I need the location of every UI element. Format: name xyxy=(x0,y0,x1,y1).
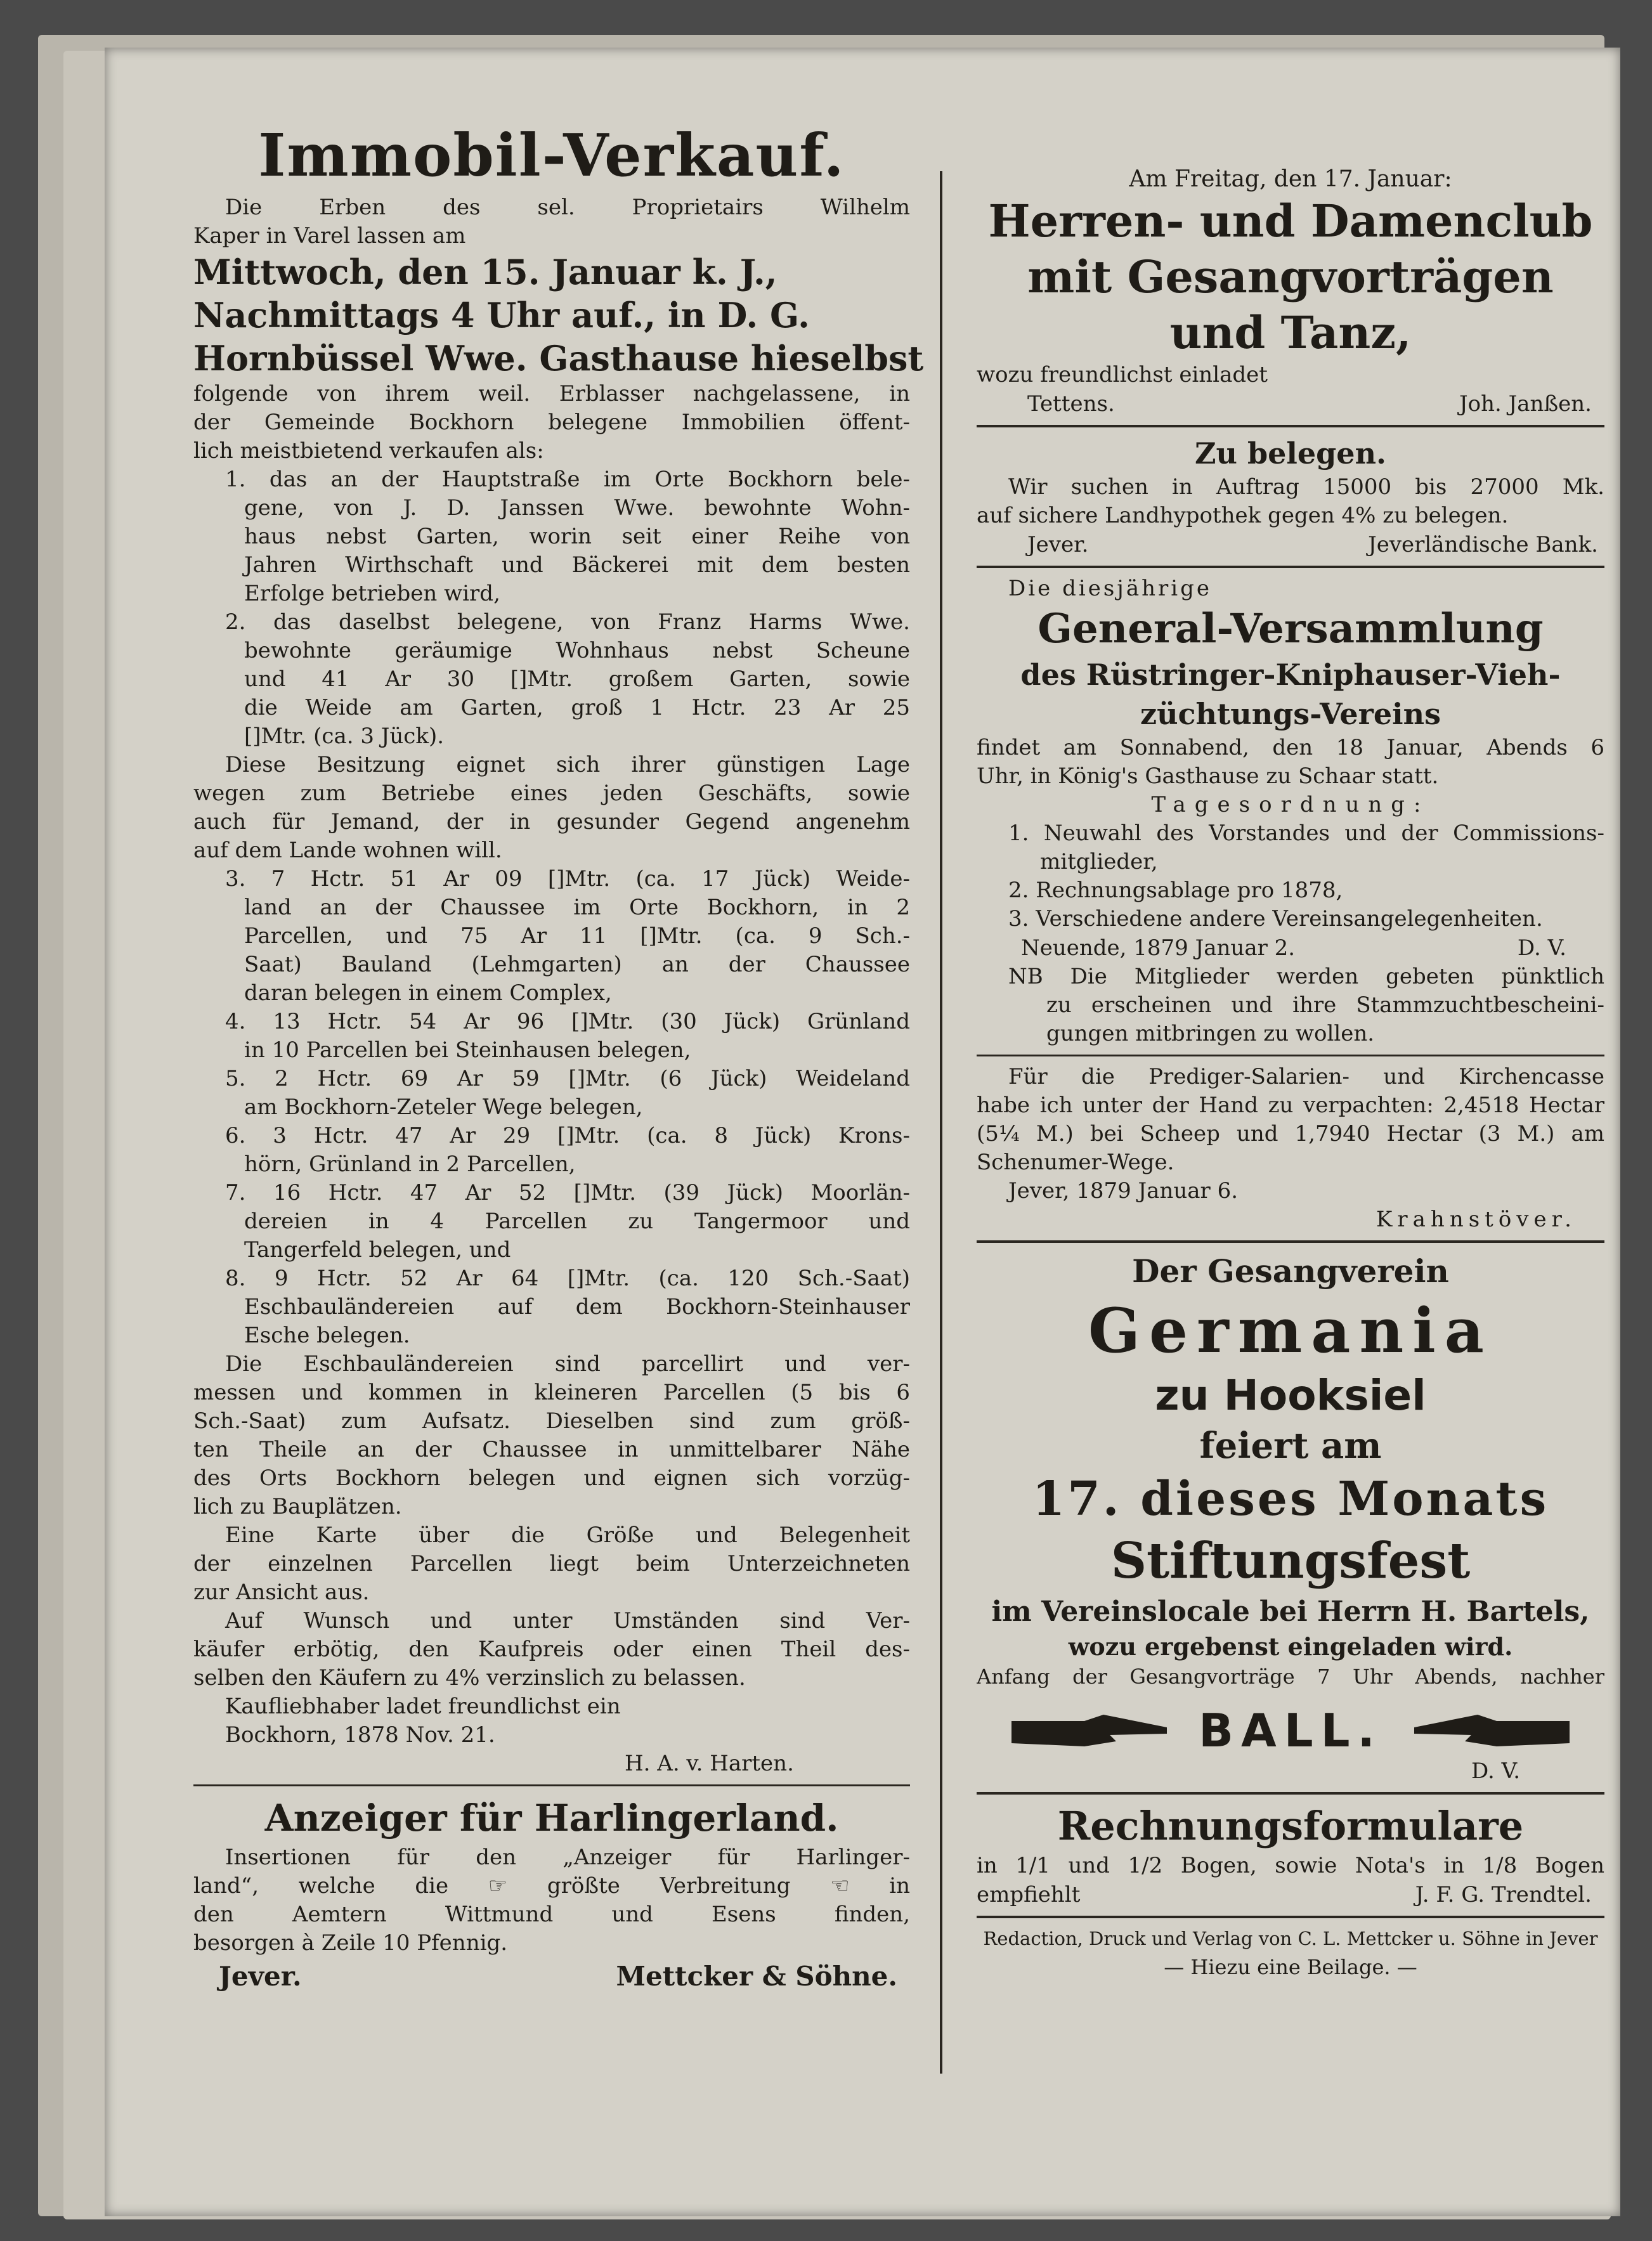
left-column xyxy=(193,117,924,1996)
germania-subtitle: zu Hooksiel xyxy=(1155,1371,1426,1420)
text-line: Die Erben des sel. Proprietairs Wilhelm xyxy=(225,195,910,220)
text-line: auf sichere Landhypothek gegen 4% zu belegen. xyxy=(977,503,1509,528)
divider xyxy=(977,425,1604,427)
text-line: Eine Karte über die Größe und Belegenheit xyxy=(225,1523,910,1548)
divider xyxy=(977,1916,1604,1918)
text-line: NB Die Mitglieder werden gebeten pünktlich xyxy=(1008,964,1604,989)
column-divider xyxy=(940,171,942,2074)
text-line: findet am Sonnabend, den 18 Januar, Abends 6 xyxy=(977,735,1604,760)
list-item: 1. das an der Hauptstraße im Orte Bockhorn bele- xyxy=(225,467,910,492)
list-item: Saat) Bauland (Lehmgarten) an der Chaussee xyxy=(244,952,910,977)
germania-line: 17. dieses Monats xyxy=(1032,1472,1549,1526)
immobil-ad xyxy=(193,117,924,1778)
prediger-ad xyxy=(977,1063,1604,1234)
text-line: ten Theile an der Chaussee in unmittelbarer Nähe xyxy=(193,1437,910,1462)
text-line: der Gemeinde Bockhorn belegene Immobilien öffent- xyxy=(193,410,910,435)
ball-label: BALL. xyxy=(1199,1704,1382,1757)
text-line: Kaper in Varel lassen am xyxy=(193,223,466,249)
list-item: und 41 Ar 30 []Mtr. großem Garten, sowie xyxy=(244,666,910,692)
text-line: des Orts Bockhorn belegen und eignen sich vorzüg- xyxy=(193,1465,910,1491)
general-subtitle: des Rüstringer-Kniphauser-Vieh- xyxy=(1020,658,1561,692)
text-line: Uhr, in König's Gasthause zu Schaar statt. xyxy=(977,763,1439,789)
text-line: besorgen à Zeile 10 Pfennig. xyxy=(193,1930,508,1956)
general-title: General-Versammlung xyxy=(1037,605,1544,653)
anzeiger-place: Jever. xyxy=(219,1961,302,1992)
rechnung-ad xyxy=(977,1801,1604,1909)
text-line: lich zu Bauplätzen. xyxy=(193,1494,402,1519)
general-ad xyxy=(977,575,1604,1048)
list-item: 2. Rechnungsablage pro 1878, xyxy=(1008,878,1343,903)
list-item: dereien in 4 Parcellen zu Tangermoor und xyxy=(244,1209,910,1234)
immobil-title: Immobil-Verkauf. xyxy=(258,121,845,190)
text-line: lich meistbietend verkaufen als: xyxy=(193,438,544,464)
text-line: wegen zum Betriebe eines jeden Geschäfts, sowie xyxy=(193,781,910,806)
list-item: in 10 Parcellen bei Steinhausen belegen, xyxy=(244,1037,691,1063)
text-line: Die diesjährige xyxy=(1008,576,1212,601)
list-item: am Bockhorn-Zeteler Wege belegen, xyxy=(244,1095,643,1120)
imprint xyxy=(977,1925,1604,1982)
text-line: Insertionen für den „Anzeiger für Harlinger- xyxy=(225,1845,910,1870)
list-item: Erfolge betrieben wird, xyxy=(244,581,500,606)
text-line: Wir suchen in Auftrag 15000 bis 27000 Mk. xyxy=(1008,474,1604,500)
pointing-hand-right-icon xyxy=(1008,1708,1173,1753)
club-title-line: Herren- und Damenclub xyxy=(988,195,1593,247)
list-item: haus nebst Garten, worin seit einer Reihe von xyxy=(244,524,910,549)
text-line: habe ich unter der Hand zu verpachten: 2,4518 Hectar xyxy=(977,1093,1604,1118)
divider xyxy=(977,1055,1604,1056)
place-date: Bockhorn, 1878 Nov. 21. xyxy=(225,1722,495,1748)
germania-signature: D. V. xyxy=(1471,1758,1521,1784)
list-item: 4. 13 Hctr. 54 Ar 96 []Mtr. (30 Jück) Grünland xyxy=(225,1009,910,1034)
divider xyxy=(977,566,1604,568)
text-line: auch für Jemand, der in gesunder Gegend angenehm xyxy=(193,809,910,835)
list-item: 3. Verschiedene andere Vereinsangelegenheiten. xyxy=(1008,906,1543,932)
text-line: Für die Prediger-Salarien- und Kirchencasse xyxy=(1008,1064,1604,1089)
club-place: Tettens. xyxy=(1027,391,1115,417)
germania-line: Stiftungsfest xyxy=(1110,1532,1471,1590)
divider xyxy=(977,1792,1604,1795)
divider xyxy=(977,1240,1604,1243)
text-line: Auf Wunsch und unter Umständen sind Ver- xyxy=(225,1608,910,1634)
text-line: der einzelnen Parcellen liegt beim Unterzeichneten xyxy=(193,1551,910,1576)
belegen-title: Zu belegen. xyxy=(1194,436,1387,471)
list-item: daran belegen in einem Complex, xyxy=(244,980,612,1006)
general-place-date: Neuende, 1879 Januar 2. xyxy=(1021,935,1296,961)
text-line: folgende von ihrem weil. Erblasser nachgelassene, in xyxy=(193,381,910,406)
list-item: 1. Neuwahl des Vorstandes und der Commissions- xyxy=(1008,821,1604,846)
list-item: Tangerfeld belegen, und xyxy=(244,1237,511,1263)
germania-line: wozu ergebenst eingeladen wird. xyxy=(1068,1632,1513,1661)
auction-place-line: Hornbüssel Wwe. Gasthause hieselbst xyxy=(193,338,924,379)
club-title-line: mit Gesangvorträgen xyxy=(1027,250,1554,303)
text-line: Kaufliebhaber ladet freundlichst ein xyxy=(225,1694,621,1719)
germania-pre: Der Gesangverein xyxy=(1132,1252,1449,1290)
list-item: die Weide am Garten, groß 1 Hctr. 23 Ar 25 xyxy=(244,695,910,720)
agenda-title: Tagesordnung: xyxy=(1151,792,1430,817)
list-item: 8. 9 Hctr. 52 Ar 64 []Mtr. (ca. 120 Sch.-Saat) xyxy=(225,1266,910,1291)
prediger-signature: Krahnstöver. xyxy=(1376,1207,1577,1232)
ball-row xyxy=(977,1704,1604,1757)
right-column xyxy=(977,165,1604,1982)
club-ad xyxy=(977,165,1604,419)
auction-time-line: Nachmittags 4 Uhr auf., in D. G. xyxy=(193,295,810,335)
germania-line: feiert am xyxy=(1199,1425,1382,1467)
text-line: Schenumer-Wege. xyxy=(977,1150,1174,1175)
text-line: den Aemtern Wittmund und Esens finden, xyxy=(193,1902,910,1927)
club-signature: Joh. Janßen. xyxy=(1459,391,1592,417)
text-line: Die Eschbauländereien sind parcellirt und ver- xyxy=(225,1351,910,1377)
list-item: 7. 16 Hctr. 47 Ar 52 []Mtr. (39 Jück) Moorlän- xyxy=(225,1180,910,1205)
club-date: Am Freitag, den 17. Januar: xyxy=(1129,166,1452,192)
list-item: land an der Chaussee im Orte Bockhorn, in 2 xyxy=(244,895,910,920)
text-line: messen und kommen in kleineren Parcellen (5 bis 6 xyxy=(193,1380,910,1405)
germania-line: Anfang der Gesangvorträge 7 Uhr Abends, nachher xyxy=(977,1665,1604,1689)
text-line: zu erscheinen und ihre Stammzuchtbescheini- xyxy=(1046,992,1604,1018)
general-subtitle: züchtungs-Vereins xyxy=(1140,697,1441,731)
list-item: 5. 2 Hctr. 69 Ar 59 []Mtr. (6 Jück) Weideland xyxy=(225,1066,910,1091)
anzeiger-title: Anzeiger für Harlingerland. xyxy=(264,1796,839,1840)
list-item: hörn, Grünland in 2 Parcellen, xyxy=(244,1152,576,1177)
text-line: zur Ansicht aus. xyxy=(193,1580,370,1605)
list-item: Eschbauländereien auf dem Bockhorn-Steinhauser xyxy=(244,1294,910,1320)
list-item: mitglieder, xyxy=(1040,849,1158,874)
list-item: gene, von J. D. Janssen Wwe. bewohnte Wohn- xyxy=(244,495,910,521)
list-item: 3. 7 Hctr. 51 Ar 09 []Mtr. (ca. 17 Jück) Weide- xyxy=(225,866,910,892)
list-item: Esche belegen. xyxy=(244,1323,410,1348)
text-line: wozu freundlichst einladet xyxy=(977,362,1268,387)
general-signature: D. V. xyxy=(1517,935,1566,961)
text-line: käufer erbötig, den Kaufpreis oder einen Theil des- xyxy=(193,1637,910,1662)
imprint-line: Redaction, Druck und Verlag von C. L. Mettcker u. Söhne in Jever xyxy=(983,1928,1598,1949)
text-line: gungen mitbringen zu wollen. xyxy=(1046,1021,1375,1046)
belegen-ad xyxy=(977,434,1604,559)
rechnung-signature: J. F. G. Trendtel. xyxy=(1415,1882,1592,1907)
belegen-signature: Jeverländische Bank. xyxy=(1368,532,1598,557)
germania-ad xyxy=(977,1249,1604,1786)
list-item: Jahren Wirthschaft und Bäckerei mit dem besten xyxy=(244,552,910,578)
text-line: selben den Käufern zu 4% verzinslich zu belassen. xyxy=(193,1665,746,1691)
text-line: (5¼ M.) bei Scheep und 1,7940 Hectar (3 M.) am xyxy=(977,1121,1604,1146)
list-item: bewohnte geräumige Wohnhaus nebst Scheune xyxy=(244,638,910,663)
list-item: Parcellen, und 75 Ar 11 []Mtr. (ca. 9 Sch.- xyxy=(244,923,910,949)
text-line: auf dem Lande wohnen will. xyxy=(193,838,502,863)
text-line: Diese Besitzung eignet sich ihrer günstigen Lage xyxy=(225,752,910,777)
list-item: 2. das daselbst belegene, von Franz Harms Wwe. xyxy=(225,609,910,635)
pointing-hand-left-icon xyxy=(1408,1708,1573,1753)
germania-line: im Vereinslocale bei Herrn H. Bartels, xyxy=(991,1595,1590,1628)
germania-title: Germania xyxy=(1088,1295,1493,1367)
divider xyxy=(193,1784,910,1786)
club-title-line: und Tanz, xyxy=(1169,306,1412,359)
signature: H. A. v. Harten. xyxy=(625,1751,794,1776)
text-line: empfiehlt xyxy=(977,1882,1081,1907)
rechnung-title: Rechnungsformulare xyxy=(1057,1803,1524,1849)
text-line: land“, welche die ☞ größte Verbreitung ☜ in xyxy=(193,1873,910,1899)
auction-date-line: Mittwoch, den 15. Januar k. J., xyxy=(193,252,777,292)
belegen-place: Jever. xyxy=(1027,532,1089,557)
list-item: 6. 3 Hctr. 47 Ar 29 []Mtr. (ca. 8 Jück) Krons- xyxy=(225,1123,910,1148)
imprint-line: — Hiezu eine Beilage. — xyxy=(1164,1955,1417,1979)
anzeiger-firm: Mettcker & Söhne. xyxy=(616,1961,897,1992)
text-line: Sch.-Saat) zum Aufsatz. Dieselben sind zum größ- xyxy=(193,1408,910,1434)
text-line: in 1/1 und 1/2 Bogen, sowie Nota's in 1/8 Bogen xyxy=(977,1853,1604,1878)
prediger-place-date: Jever, 1879 Januar 6. xyxy=(1008,1178,1239,1204)
list-item: []Mtr. (ca. 3 Jück). xyxy=(244,724,445,749)
anzeiger-ad xyxy=(193,1793,910,1996)
